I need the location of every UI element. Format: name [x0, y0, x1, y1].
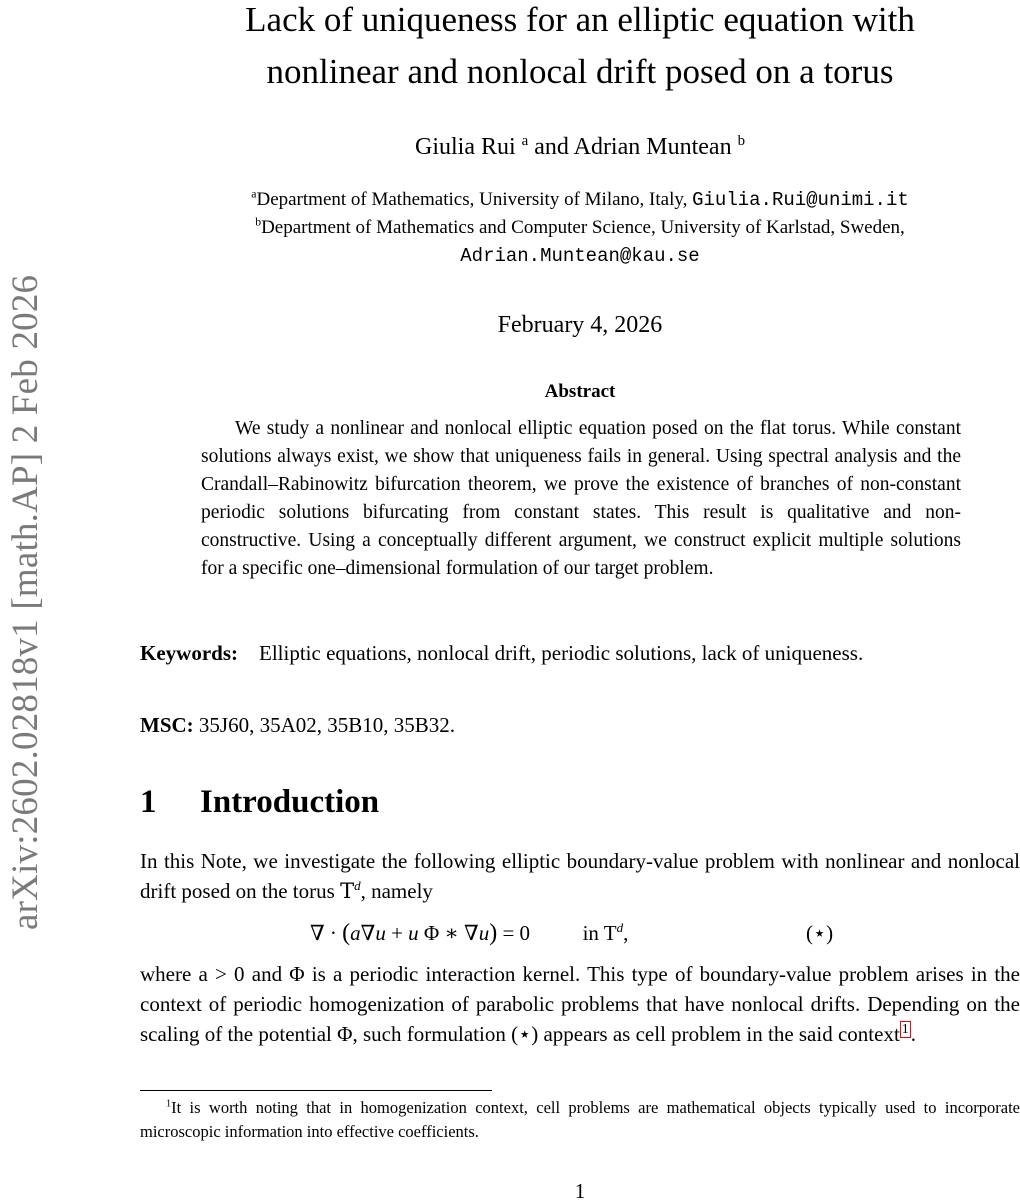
equation-label: (⋆) [806, 921, 834, 945]
paragraph-end: . [910, 1022, 917, 1046]
affiliation-text: Department of Mathematics, University of Milano, Italy, [256, 189, 693, 210]
title-line-1: Lack of uniqueness for an elliptic equation with [245, 0, 915, 39]
paper-date: February 4, 2026 [497, 312, 663, 338]
author-name: Giulia Rui [414, 134, 516, 160]
paragraph-text: where a > 0 and Φ is a periodic interaction kernel. This type of boundary-value problem arises in the context of periodic homogenization of parabolic problems that have nonlocal drifts. Depending on the scaling of the potential Φ, such formulation (⋆) appears as cell problem in the said context [140, 962, 1020, 1046]
affiliations [120, 186, 1020, 270]
email-link[interactable]: Giulia.Rui@unimi.it [692, 189, 909, 211]
paragraph-text: In this Note, we investigate the following elliptic boundary-value problem with nonlinear and nonlocal drift posed on the torus [140, 849, 1020, 903]
equation-body: ∇ · (a∇u + u Φ ∗ ∇u) = 0 [310, 920, 531, 946]
section-heading [140, 780, 379, 824]
affiliation-a [120, 186, 1020, 214]
affiliation-mark: b [255, 215, 262, 229]
affiliation-mark: b [737, 133, 746, 149]
abstract-body-text: We study a nonlinear and nonlocal elliptic equation posed on the flat torus. While constant solutions always exist, we show that uniqueness fails in general. Using spectral analysis and the Crandall–Rabinowitz bifurcation theorem, we prove the existence of branches of non-constant periodic solutions bifurcating from constant states. This result is qualitative and non-constructive. Using a conceptually different argument, we construct explicit multiple solutions for a specific one–dimensional formulation of our target problem. [201, 418, 961, 579]
affiliation-b [120, 214, 1020, 242]
abstract-heading: Abstract [544, 381, 616, 402]
keywords-label: Keywords: [140, 641, 238, 665]
page-number: 1 [574, 1179, 586, 1203]
msc-text: 35J60, 35A02, 35B10, 35B32. [198, 713, 456, 737]
equation-domain: in $T^d$, [582, 920, 629, 945]
intro-paragraph-2 [140, 959, 1020, 1049]
affiliation-mark: a [251, 187, 257, 201]
footnote-rule [140, 1090, 492, 1091]
arxiv-side-stamp: arXiv:2602.02818v1 [math.AP] 2 Feb 2026 [5, 274, 46, 930]
msc-label: MSC: [140, 713, 194, 737]
abstract-text [201, 415, 961, 583]
keywords [140, 637, 1020, 669]
affiliation-mark: a [521, 133, 529, 149]
author-separator: and [534, 134, 569, 160]
email-link[interactable]: Adrian.Muntean@kau.se [460, 245, 700, 267]
footnote-text: It is worth noting that in homogenization context, cell problems are mathematical objects typically used to incorporate microscopic information into effective coefficients. [140, 1098, 1020, 1141]
footnote-link[interactable]: 1 [901, 1022, 909, 1037]
intro-paragraph-1 [140, 846, 1020, 906]
title-line-2: nonlinear and nonlocal drift posed on a torus [266, 52, 894, 91]
author-list [120, 130, 1020, 164]
section-number: 1 [140, 784, 157, 820]
keywords-text: Elliptic equations, nonlocal drift, periodic solutions, lack of uniqueness. [259, 641, 864, 665]
affiliation-text: Department of Mathematics and Computer Science, University of Karlstad, Sweden, [261, 217, 905, 238]
paper-title [120, 0, 1020, 98]
dimension-superscript: d [354, 878, 361, 893]
msc-codes [140, 709, 1020, 741]
footnote [140, 1096, 1020, 1144]
author-name: Adrian Muntean [573, 134, 732, 160]
section-title: Introduction [200, 784, 380, 820]
footnote-mark: 1 [166, 1098, 172, 1110]
torus-symbol: T [340, 879, 355, 903]
equation-star [310, 918, 628, 948]
paragraph-text: , namely [360, 879, 433, 903]
